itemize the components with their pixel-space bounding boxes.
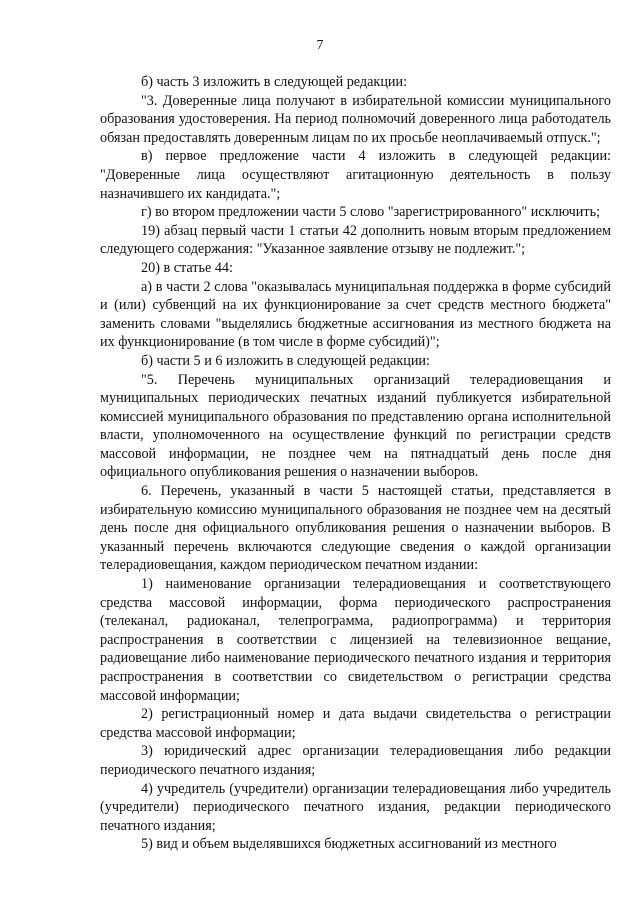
page-number: 7 [316,38,324,53]
paragraph: б) части 5 и 6 изложить в следующей редакции: [141,352,430,369]
paragraph: в) первое предложение части 4 изложить в следующей редакции: "Доверенные лица осуществляют агитационную деятельность в пользу назначившего их кандидата."; [100,148,611,202]
paragraph: "3. Доверенные лица получают в избирательной комиссии муниципального образования удостоверения. На период полномочий доверенного лица работодатель обязан предоставлять доверенным лицам по их просьбе неоплачиваемый отпуск."; [100,92,611,146]
paragraph: 19) абзац первый части 1 статьи 42 дополнить новым вторым предложением следующего содержания: "Указанное заявление отзыву не подлежит."; [100,222,611,258]
document-body [100,73,611,854]
paragraph: 6. Перечень, указанный в части 5 настоящей статьи, представляется в избирательную комиссию муниципального образования не позднее чем на десятый день после дня официального опубликования решения о назначении выборов. В указанный перечень включаются следующие сведения о каждой организации телерадиовещания, каждом периодическом печатном издании: [100,483,611,574]
paragraph: 1) наименование организации телерадиовещания и соответствующего средства массовой информации, форма периодического распространения (телеканал, радиоканал, телепрограмма, радиопрограмма) и территория распространения в соответствии с лицензией на телевизионное вещание, радиовещание либо наименование периодического печатного издания и территория распространения в соответствии со свидетельством о регистрации средства массовой информации; [100,576,611,704]
paragraph: 20) в статье 44: [141,259,233,276]
paragraph: б) часть 3 изложить в следующей редакции: [141,74,408,90]
paragraph: 3) юридический адрес организации телерадиовещания либо редакции периодического печатного издания; [100,743,611,778]
paragraph: а) в части 2 слова "оказывалась муниципальная поддержка в форме субсидий и (или) субвенций на их функционирование за счет средств местного бюджета" заменить словами "выделялись бюджетные ассигнования из местного бюджета на их функционирование (в том числе в форме субсидий)"; [100,278,611,351]
paragraph: 2) регистрационный номер и дата выдачи свидетельства о регистрации средства массовой информации; [100,706,611,741]
paragraph: 5) вид и объем выделявшихся бюджетных ассигнований из местного [141,836,557,853]
paragraph: "5. Перечень муниципальных организаций телерадиовещания и муниципальных периодических печатных изданий публикуется избирательной комиссией муниципального образования по представлению органа исполнительной власти, уполномоченного на осуществление функций по регистрации средств массовой информации, не позднее чем на пятнадцатый день после дня официального опубликования решения о назначении выборов. [100,371,611,481]
paragraph: 4) учредитель (учредители) организации телерадиовещания либо учредитель (учредители) периодического печатного издания, редакции периодического печатного издания; [100,780,611,834]
paragraph: г) во втором предложении части 5 слово "зарегистрированного" исключить; [141,204,601,221]
